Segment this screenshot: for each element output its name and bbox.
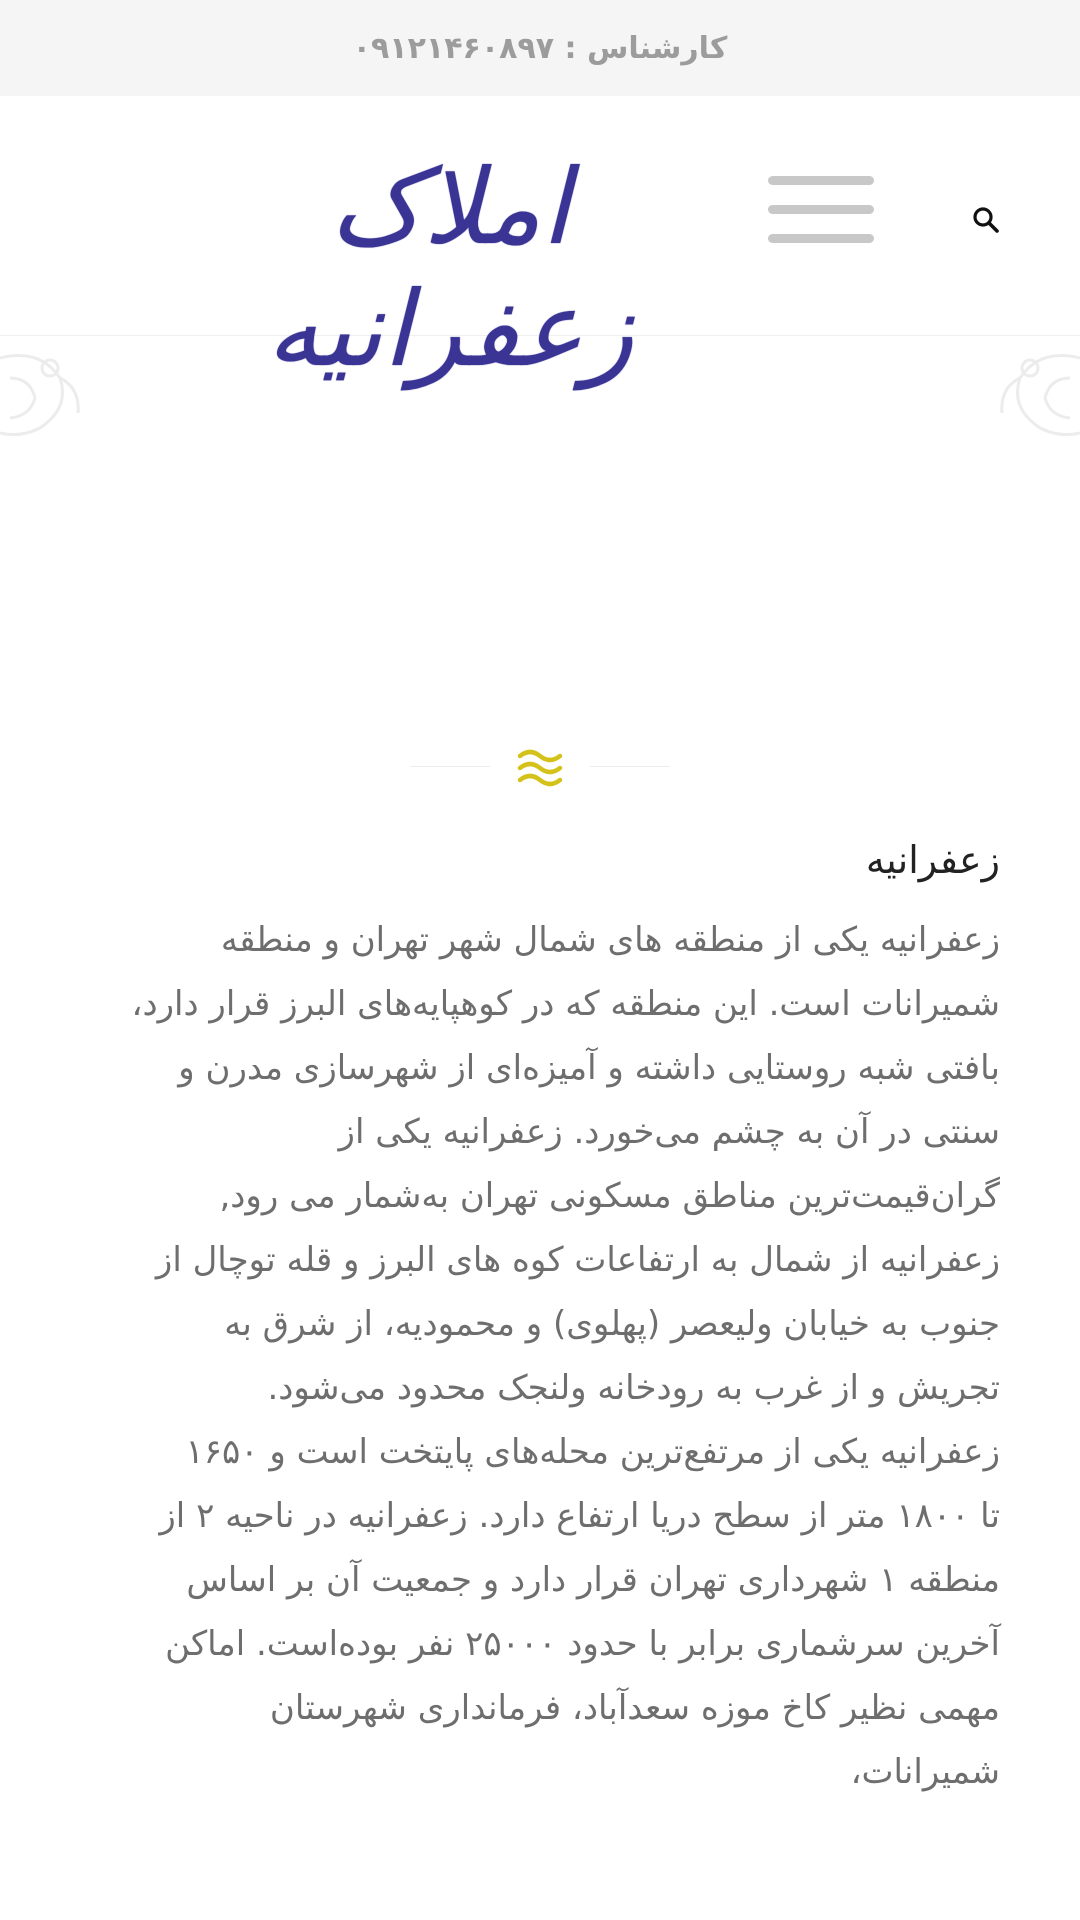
article-line: شمیرانات است. این منطقه که در کوهپایه‌های البرز قرار دارد،: [131, 984, 1000, 1024]
article-line: بافتی شبه روستایی داشته و آمیزه‌ای از شهرسازی مدرن و: [178, 1048, 1000, 1088]
logo-text: املاک زعفرانیه: [266, 146, 634, 390]
site-header: [0, 96, 1080, 390]
hero-title-fragment: [0, 320, 1080, 350]
floral-ornament-right: [994, 338, 1080, 458]
article-body: [70, 908, 1000, 1804]
section-divider: [410, 736, 670, 796]
article-line: مهمی نظیر کاخ موزه سعدآباد، فرمانداری شهرستان: [269, 1688, 1000, 1728]
article-line: سنتی در آن به چشم می‌خورد. زعفرانیه یکی از: [338, 1112, 1000, 1152]
expert-phone[interactable]: کارشناس : ۰۹۱۲۱۴۶۰۸۹۷: [352, 30, 728, 66]
article-heading: زعفرانیه: [865, 838, 1000, 882]
article-line: تا ۱۸۰۰ متر از سطح دریا ارتفاع دارد. زعفرانیه در ناحیه ۲ از: [159, 1496, 1000, 1536]
hamburger-menu-button[interactable]: [768, 176, 874, 252]
floral-ornament-left: [0, 338, 86, 458]
article-section: [70, 838, 1000, 1804]
site-logo[interactable]: [205, 126, 695, 390]
article-line: آخرین سرشماری برابر با حدود ۲۵۰۰۰ نفر بوده‌است. اماکن: [165, 1624, 1000, 1664]
article-line: زعفرانیه از شمال به ارتفاعات کوه های البرز و قله توچال از: [155, 1240, 1000, 1280]
top-contact-bar: [0, 0, 1080, 96]
wave-icon: [516, 736, 564, 796]
article-line: منطقه ۱ شهرداری تهران قرار دارد و جمعیت آن بر اساس: [186, 1560, 1000, 1600]
hero-title-cutoff: [0, 320, 1080, 328]
search-icon: [971, 205, 1001, 235]
article-line: زعفرانیه یکی از منطقه های شمال شهر تهران و منطقه: [220, 920, 1000, 960]
article-line: زعفرانیه یکی از مرتفع‌ترین محله‌های پایتخت است و ۱۶۵۰: [185, 1432, 1000, 1472]
article-line: تجریش و از غرب به رودخانه ولنجک محدود می‌شود.: [267, 1368, 1000, 1408]
article-line: گران‌قیمت‌ترین مناطق مسکونی تهران به‌شمار می رود,: [219, 1176, 1000, 1216]
search-button[interactable]: [962, 196, 1010, 244]
article-line: شمیرانات،: [850, 1752, 1000, 1792]
article-line: جنوب به خیابان ولیعصر (پهلوی) و محمودیه، از شرق به: [224, 1304, 1000, 1344]
